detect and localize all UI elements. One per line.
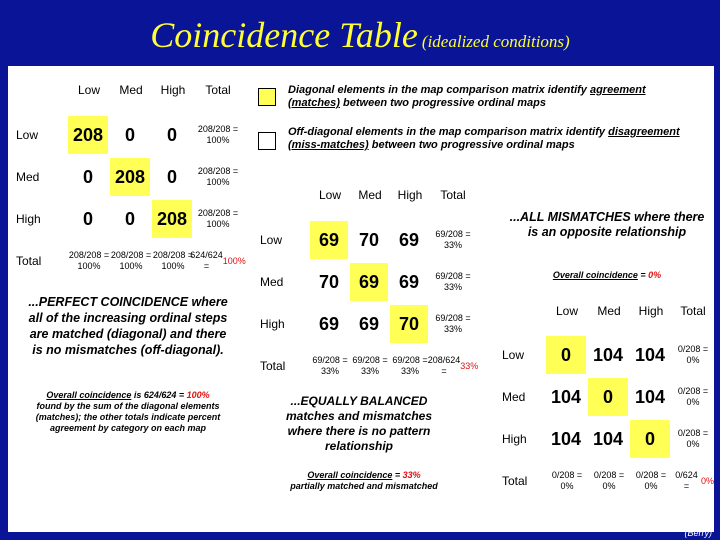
col-header-total: Total bbox=[440, 188, 466, 202]
row-header-low: Low bbox=[16, 128, 39, 142]
perfect-caption: Overall coincidence is 624/624 = 100% found by the sum of the diagonal elements (matches); the other totals indicate percent agreement by category on each map bbox=[35, 390, 221, 433]
row-total: 0/208 = 0% bbox=[677, 428, 709, 449]
mismatch-caption: Overall coincidence = 0% bbox=[552, 270, 662, 280]
column-total: 0/208 = 0% bbox=[593, 470, 625, 491]
col-header-med: Med bbox=[119, 83, 143, 97]
table-cell: 0 bbox=[166, 166, 177, 187]
table-cell: 69 bbox=[318, 313, 340, 334]
row-total: 69/208 = 33% bbox=[435, 271, 471, 292]
row-header-med: Med bbox=[260, 275, 284, 289]
table-cell: 208 bbox=[152, 200, 192, 238]
column-total: 69/208 = 33% bbox=[392, 355, 428, 376]
col-header-total: Total bbox=[680, 304, 706, 318]
grand-total bbox=[427, 345, 479, 387]
col-header-high: High bbox=[160, 83, 186, 97]
grand-total-percent: 0% bbox=[700, 475, 714, 486]
table-cell: 0 bbox=[588, 378, 628, 416]
table-cell: 0 bbox=[82, 208, 93, 229]
col-header-low: Low bbox=[318, 188, 341, 202]
table-cell: 104 bbox=[592, 344, 624, 365]
table-cell: 104 bbox=[550, 428, 582, 449]
diagonal-legend-text: Diagonal elements in the map comparison matrix identify agreement (matches) between two progressive ordinal maps bbox=[288, 84, 646, 109]
table-cell: 208 bbox=[110, 158, 150, 196]
table-cell: 69 bbox=[350, 263, 388, 301]
row-header-total: Total bbox=[260, 359, 286, 373]
slide-title bbox=[0, 14, 720, 56]
col-header-high: High bbox=[638, 304, 664, 318]
table-cell: 104 bbox=[634, 344, 666, 365]
column-total: 69/208 = 33% bbox=[352, 355, 388, 376]
row-header-high: High bbox=[502, 432, 527, 446]
row-total: 0/208 = 0% bbox=[677, 386, 709, 407]
table-cell: 70 bbox=[318, 271, 340, 292]
row-header-high: High bbox=[260, 317, 285, 331]
grand-total-fraction: 624/624 = bbox=[190, 250, 223, 271]
balanced-caption: Overall coincidence = 33% partially matched and mismatched bbox=[290, 470, 438, 491]
grand-total-percent: 100% bbox=[222, 255, 246, 266]
table-cell: 0 bbox=[82, 166, 93, 187]
table-cell: 69 bbox=[398, 229, 420, 250]
col-header-med: Med bbox=[358, 188, 382, 202]
table-cell: 70 bbox=[358, 229, 380, 250]
row-header-total: Total bbox=[502, 474, 528, 488]
row-header-high: High bbox=[16, 212, 41, 226]
column-total: 208/208 = 100% bbox=[110, 250, 152, 271]
table-cell: 208 bbox=[68, 116, 108, 154]
grand-total-fraction: 208/624 = bbox=[427, 355, 461, 376]
table-cell: 69 bbox=[398, 271, 420, 292]
table-cell: 0 bbox=[166, 124, 177, 145]
row-header-med: Med bbox=[16, 170, 40, 184]
row-total: 208/208 = 100% bbox=[197, 124, 239, 145]
offdiagonal-legend-swatch bbox=[258, 132, 276, 150]
table-cell: 69 bbox=[310, 221, 348, 259]
col-header-med: Med bbox=[597, 304, 621, 318]
row-header-total: Total bbox=[16, 254, 42, 268]
perfect-note: ...PERFECT COINCIDENCE where all of the increasing ordinal steps are matched (diagonal) and there is no mismatches (off-diagonal). bbox=[28, 295, 228, 357]
row-header-low: Low bbox=[260, 233, 283, 247]
col-header-low: Low bbox=[77, 83, 100, 97]
offdiagonal-legend-text: Off-diagonal elements in the map comparison matrix identify disagreement (miss-matches) between two progressive ordinal maps bbox=[288, 126, 680, 151]
column-total: 208/208 = 100% bbox=[152, 250, 194, 271]
column-total: 69/208 = 33% bbox=[312, 355, 348, 376]
credit: (Berry) bbox=[684, 528, 712, 538]
mismatch-note: ...ALL MISMATCHES where there is an opposite relationship bbox=[509, 210, 705, 239]
title-main: Coincidence Table bbox=[150, 15, 418, 55]
grand-total-percent: 33% bbox=[460, 360, 479, 371]
table-cell: 69 bbox=[358, 313, 380, 334]
balanced-note: ...EQUALLY BALANCED matches and mismatches where there is no pattern relationship bbox=[285, 394, 433, 453]
diagonal-legend-swatch bbox=[258, 88, 276, 106]
content-panel bbox=[8, 66, 714, 532]
row-total: 0/208 = 0% bbox=[677, 344, 709, 365]
table-cell: 0 bbox=[124, 208, 135, 229]
row-total: 69/208 = 33% bbox=[435, 313, 471, 334]
table-cell: 0 bbox=[124, 124, 135, 145]
table-cell: 0 bbox=[630, 420, 670, 458]
row-header-med: Med bbox=[502, 390, 526, 404]
row-total: 208/208 = 100% bbox=[197, 208, 239, 229]
column-total: 208/208 = 100% bbox=[68, 250, 110, 271]
column-total: 0/208 = 0% bbox=[551, 470, 583, 491]
table-cell: 104 bbox=[634, 386, 666, 407]
row-total: 69/208 = 33% bbox=[435, 229, 471, 250]
grand-total bbox=[190, 240, 246, 282]
grand-total bbox=[672, 460, 714, 502]
row-header-low: Low bbox=[502, 348, 525, 362]
table-cell: 70 bbox=[390, 305, 428, 343]
col-header-total: Total bbox=[205, 83, 231, 97]
grand-total-fraction: 0/624 = bbox=[675, 470, 698, 491]
column-total: 0/208 = 0% bbox=[635, 470, 667, 491]
table-cell: 104 bbox=[592, 428, 624, 449]
col-header-low: Low bbox=[555, 304, 578, 318]
col-header-high: High bbox=[397, 188, 423, 202]
table-cell: 104 bbox=[550, 386, 582, 407]
row-total: 208/208 = 100% bbox=[197, 166, 239, 187]
title-sub: (idealized conditions) bbox=[421, 32, 570, 51]
table-cell: 0 bbox=[546, 336, 586, 374]
